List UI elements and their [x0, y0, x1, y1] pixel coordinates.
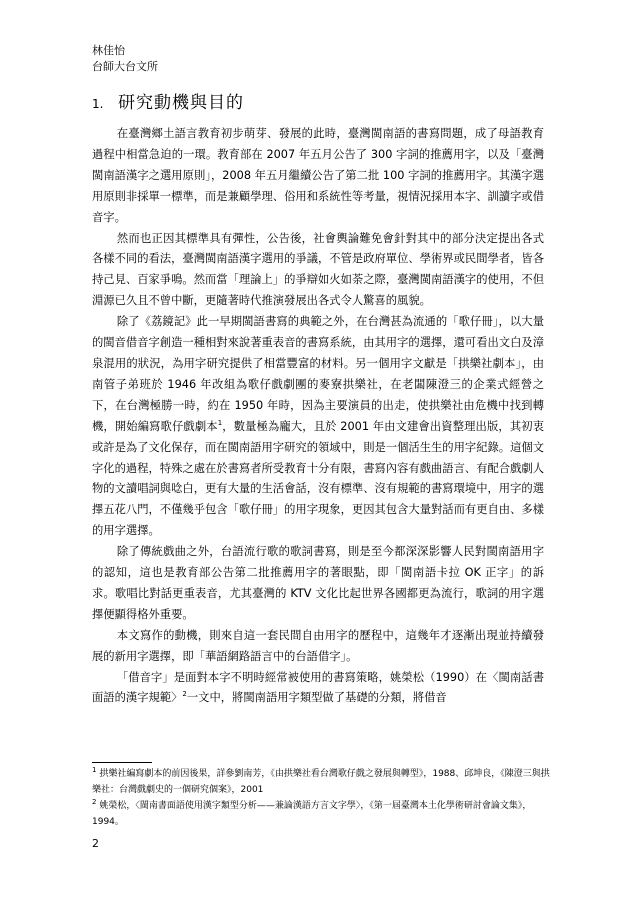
- footnote-2: [92, 798, 552, 830]
- footnote-mark-1: 1: [92, 766, 97, 774]
- footnote-text-2: 姚榮松，〈閩南書面語使用漢字類型分析——兼論漢語方言文字學〉，《第一屆臺灣本土化學術研討會論文集》，1994。: [92, 801, 532, 827]
- footnotes: [92, 766, 552, 830]
- author-name: 林佳怡: [92, 44, 125, 57]
- paragraph-3-tail: ，數量極為龐大，且於 2001 年由文建會出資整理出版，其初衷或許是為了文化保存，而在閩南語用字研究的領域中，則是一個活生生的用字紀錄。這個文字化的過程，特殊之處在於書寫者所受教育十分有限，書寫內容有戲曲語言、有配合戲劇人物的文讀唱詞與唸白，更有大量的生活會話，沒有標準、沒有規範的書寫環境中，用字的選擇五花八門，不僅幾乎包含「歌仔冊」的用字現象，更因其包含大量對話而有更自由、多樣的用字選擇。: [92, 419, 544, 538]
- paragraph-3: [92, 312, 544, 542]
- paragraph-3-head: 除了《荔鏡記》此一早期閩語書寫的典範之外，在台灣甚為流通的「歌仔冊」，以大量的閩音借音字創造一種相對來說著重表音的書寫系統，由其用字的選擇，還可看出文白及漳泉混用的狀況，為用字研究提供了相當豐富的材料。另一個用字文獻是「拱樂社劇本」，由南管子弟班於 1946 年改組為歌仔戲劇團的麥寮拱樂社，在老闆陳澄三的企業式經營之下，在台灣極勝一時，約在 1950 年時，因為主要演員的出走，使拱樂社由危機中找到轉機，開始編寫歌仔戲劇本: [92, 315, 544, 433]
- paragraph-6-head: 「借音字」是面對本字不明時經常被使用的書寫策略，姚榮松（1990）在〈閩南話書面語的漢字規範〉: [92, 670, 544, 705]
- footnote-ref-2[interactable]: 2: [182, 690, 187, 699]
- paragraph-6: [92, 668, 544, 710]
- paragraph-6-tail: 一文中，將閩南語用字類型做了基礎的分類，將借音: [186, 691, 447, 705]
- paragraph-1: 在臺灣鄉土語言教育初步萌芽、發展的此時，臺灣閩南語的書寫問題，成了母語教育過程中相當急迫的一環。教育部在 2007 年五月公告了 300 字詞的推薦用字，以及「臺灣閩南語漢字之選用原則」，2008 年五月繼續公告了第二批 100 字詞的推薦用字。其漢字選用原則非採單一標準，而是兼顧學理、俗用和系統性等考量，視情況採用本字、訓讀字或借音字。: [92, 127, 544, 224]
- footnote-text-1: 拱樂社編寫劇本的前因後果，詳參劉南芳，《由拱樂社看台灣歌仔戲之發展與轉型》，1988、邱坤良，《陳澄三與拱樂社：台灣戲劇史的一個研究個案》，2001: [92, 769, 550, 795]
- footnote-ref-1[interactable]: 1: [217, 418, 223, 427]
- footnote-mark-2: 2: [92, 798, 97, 806]
- author-affiliation: 台師大台文所: [92, 60, 158, 73]
- page-number: 2: [92, 837, 99, 850]
- footnote-divider: [92, 762, 152, 763]
- paragraph-2: 然而也正因其標準具有彈性，公告後，社會輿論難免會針對其中的部分決定提出各式各樣不同的看法，臺灣閩南語漢字選用的爭議，不管是政府單位、學術界或民間學者，皆各持己見、百家爭鳴。然而當「理論上」的爭辯如火如荼之際，臺灣閩南語漢字的使用，不但淵源已久且不曾中斷，更隨著時代推演發展出各式令人驚喜的風貌。: [92, 231, 544, 308]
- section-heading: [92, 88, 244, 113]
- paragraph-5: 本文寫作的動機，則來自這一套民間自由用字的歷程中，這幾年才逐漸出現並持續發展的新用字選擇，即「華語網路語言中的台語借字」。: [92, 628, 544, 663]
- body-text: [92, 124, 544, 709]
- footnote-1: [92, 766, 552, 798]
- paragraph-4: 除了傳統戲曲之外，台語流行歌的歌詞書寫，則是至今都深深影響人民對閩南語用字的認知，這也是教育部公告第二批推薦用字的著眼點，即「閩南語卡拉 OK 正字」的訴求。歌唱比對話更重表音，尤其臺灣的 KTV 文化比起世界各國都更為流行，歌詞的用字選擇便顯得格外重要。: [92, 545, 544, 621]
- author-block: [92, 43, 158, 75]
- section-title: 研究動機與目的: [118, 93, 244, 113]
- section-number: 1.: [92, 97, 104, 111]
